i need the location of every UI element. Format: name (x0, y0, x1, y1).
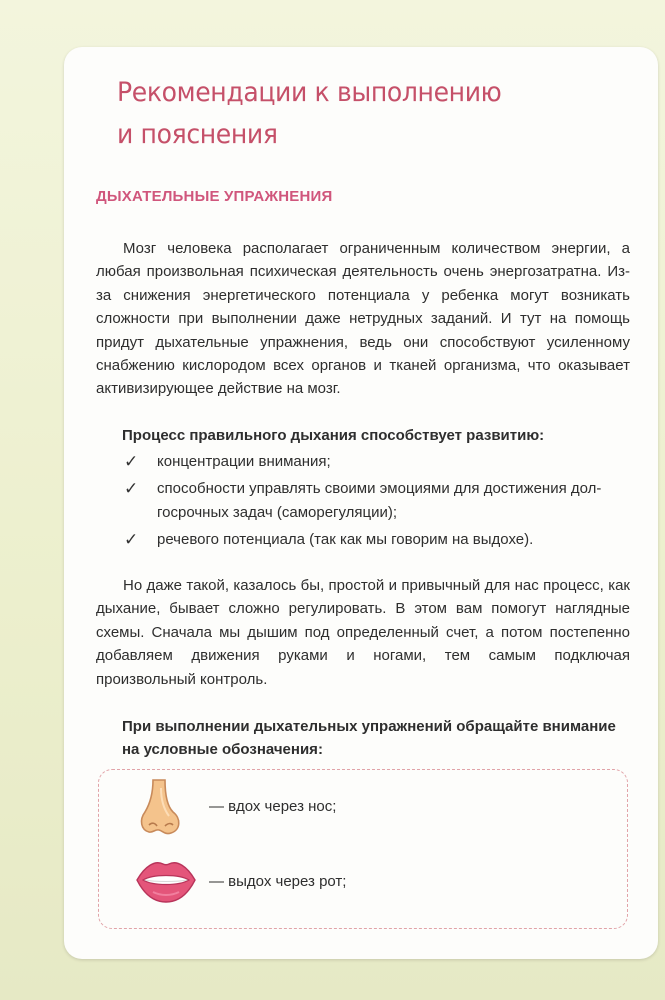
benefits-checklist (122, 450, 612, 552)
checkmark-icon: ✓ (124, 452, 139, 471)
legend-text-inhale: — вдох через нос; (209, 798, 337, 815)
checkmark-icon: ✓ (124, 530, 139, 550)
section-heading: ДЫХАТЕЛЬНЫЕ УПРАЖНЕНИЯ (96, 188, 333, 205)
regulation-paragraph: Но даже такой, казалось бы, простой и привычный для нас процесс, как дыхание, бывает сложно регулировать. В этом вам помогут наглядные схемы. Сначала мы дышим под определенный счет, а потом постепенно добавляем движения руками и ногами, тем самым подключая произвольный контроль. (96, 577, 630, 688)
checklist-item (122, 477, 612, 524)
intro-paragraph: Мозг человека располагает ограниченным количеством энергии, а любая произвольная психическая деятельность очень энергозатратна. Из-за снижения энергетического потенциала у ребенка могут возникать сложности при выполнении даже нетрудных заданий. И тут на помощь придут дыхательные упражнения, ведь они способствуют усиленному снабжению кислородом всех органов и тканей организма, что оказывает активизирующее действие на мозг. (96, 240, 630, 398)
checklist-item (122, 450, 612, 473)
checkmark-icon: ✓ (124, 479, 139, 499)
legend-lead: При выполнении дыхательных упражнений обращайте внимание на условные обозначения: (122, 718, 616, 759)
legend-item-inhale (135, 778, 535, 838)
checklist-item-text: речевого потенциала (так как мы говорим на выдохе). (157, 531, 534, 549)
lips-icon (135, 852, 197, 913)
page-title (117, 72, 545, 156)
checklist-item (122, 528, 612, 551)
nose-icon (135, 778, 187, 843)
page-title-line-1: Рекомендации к выполнению (117, 77, 502, 108)
legend-item-exhale (135, 852, 535, 912)
benefits-lead: Процесс правильного дыхания способствует развитию: (122, 427, 545, 444)
legend-text-exhale: — выдох через рот; (209, 873, 347, 890)
checklist-item-text: способности управлять своими эмоциями для достижения долгосрочных задач (саморегуляции); (157, 480, 602, 521)
page-title-line-2: и пояснения (117, 119, 278, 150)
checklist-item-text: концентрации внимания; (157, 453, 331, 470)
